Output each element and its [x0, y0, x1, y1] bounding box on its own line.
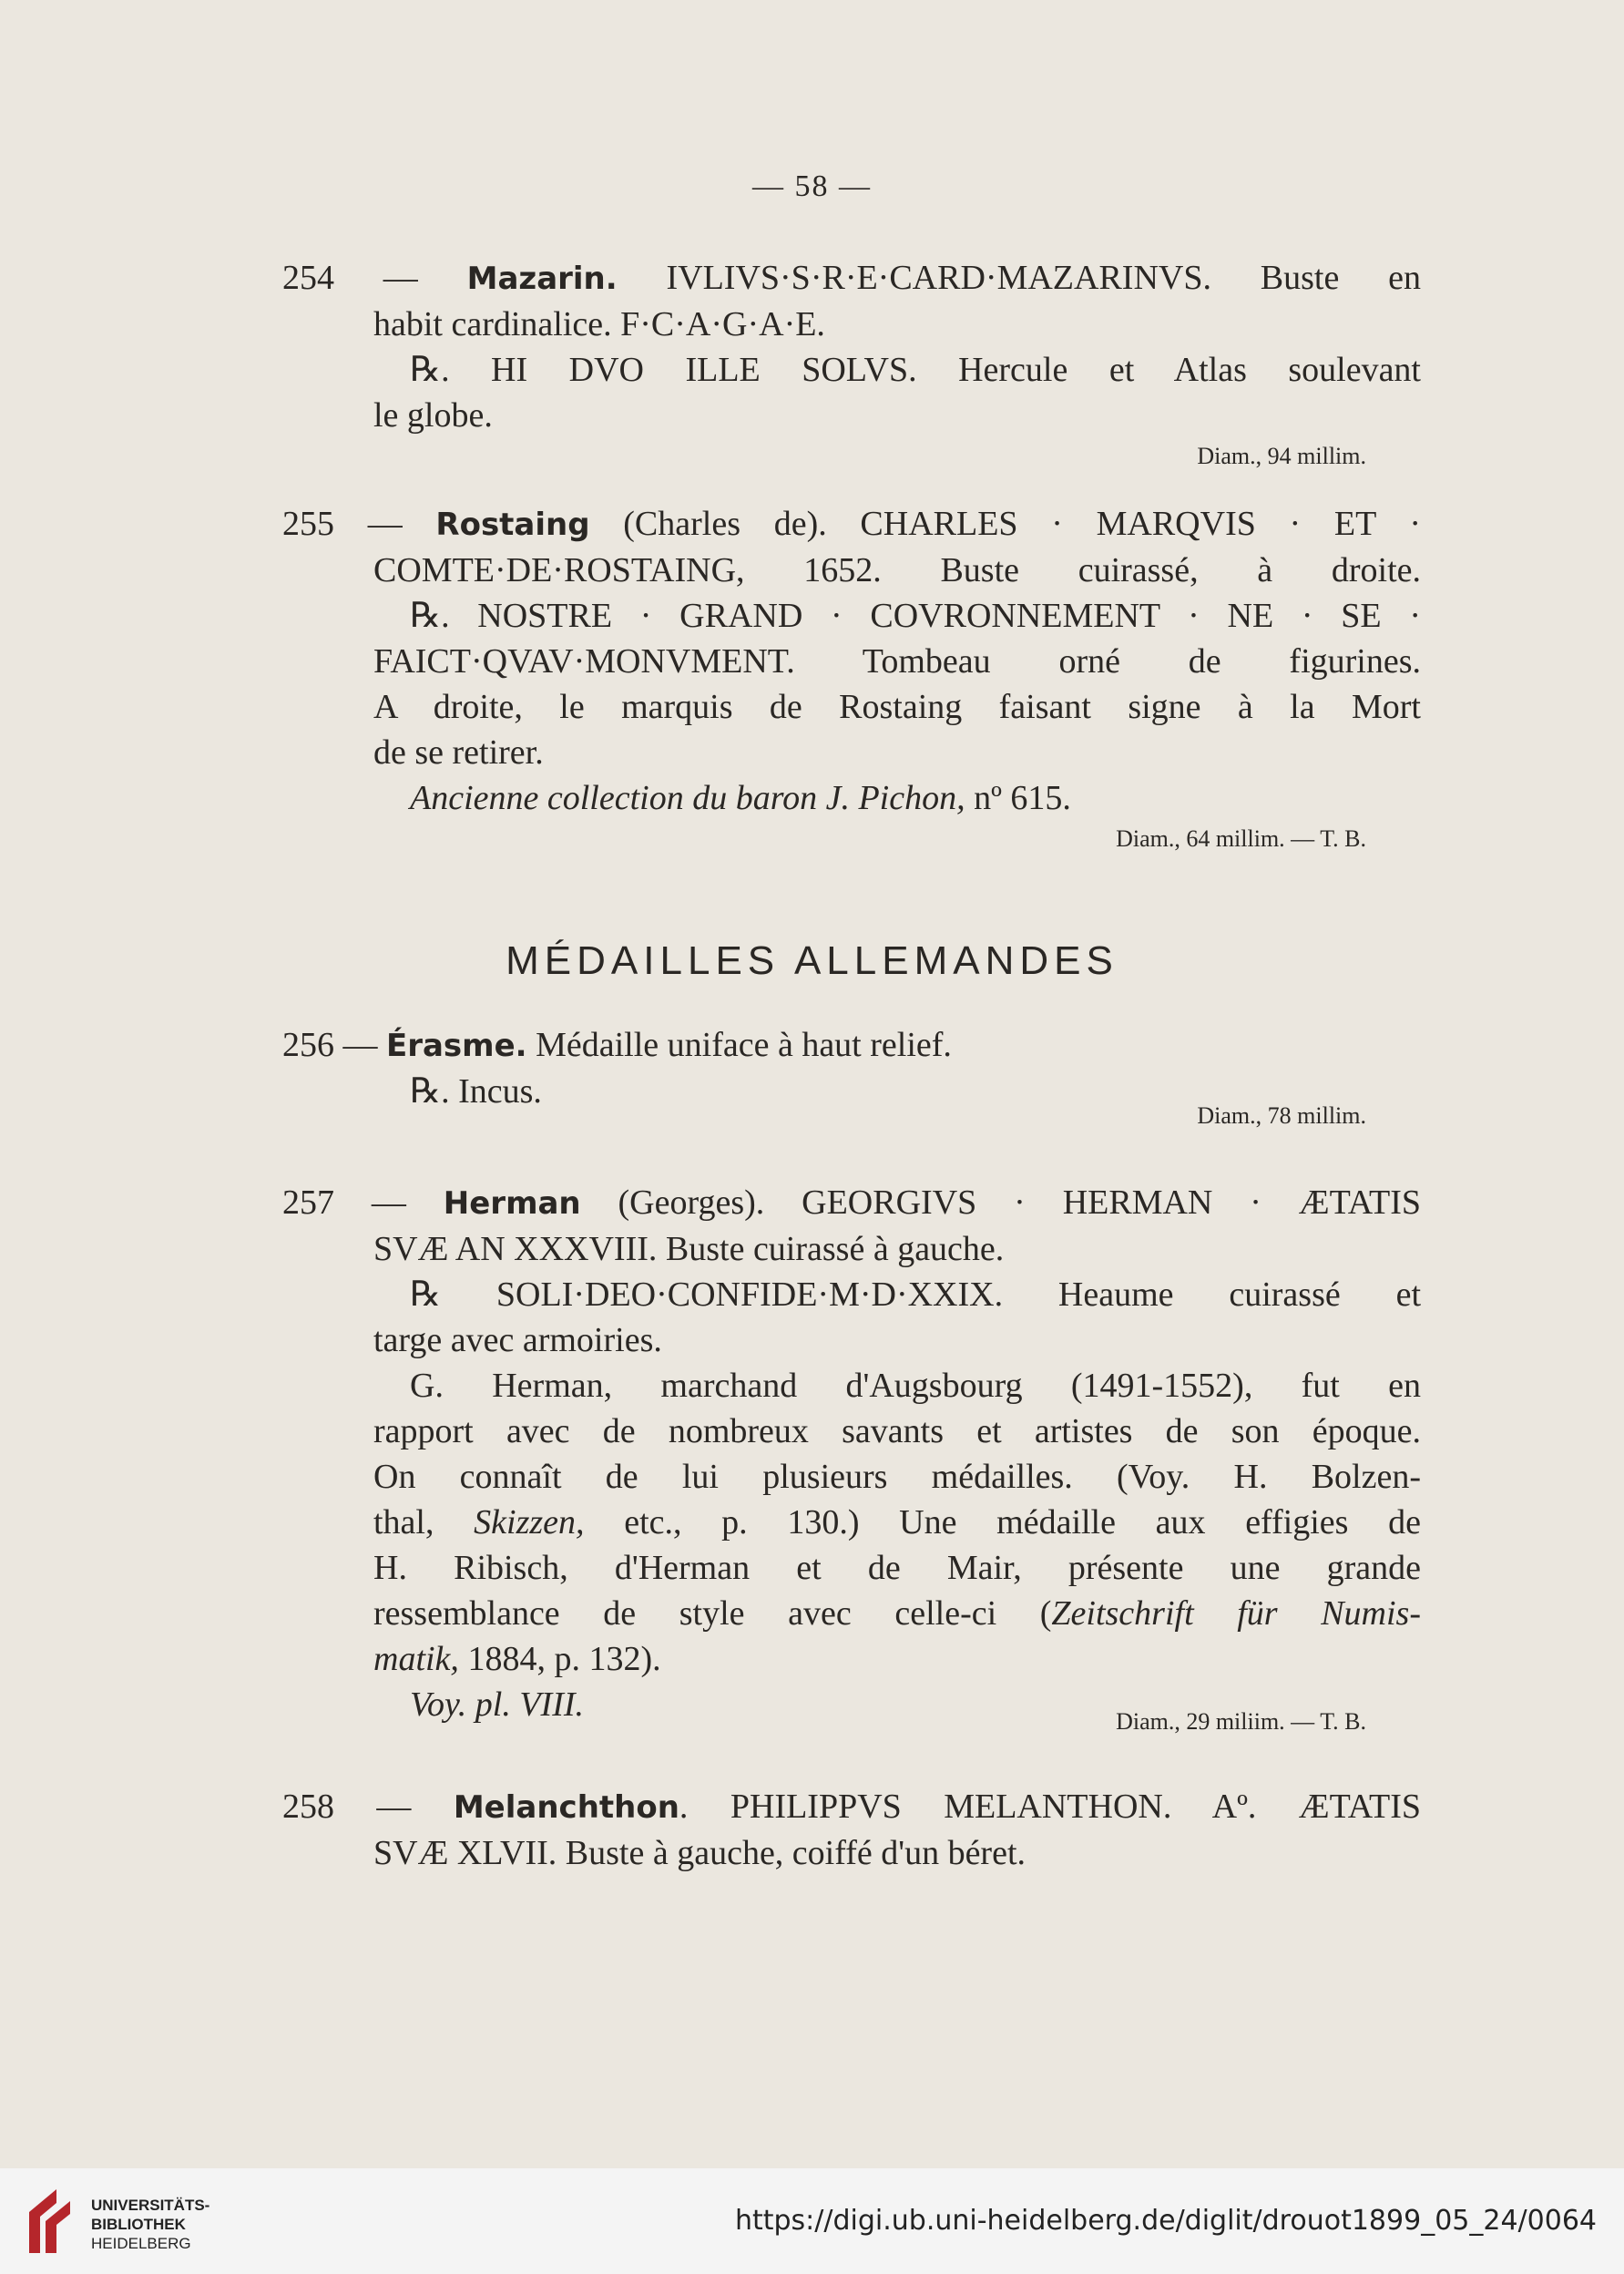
entry-254-line-1: 254 — Mazarin. IVLIVS·S·R·E·CARD·MAZARINVS. Buste en [282, 259, 1422, 297]
entry-257-line-2: SVÆ AN XXXVIII. Buste cuirassé à gauche. [373, 1230, 1005, 1268]
entry-256-line-2: ℞. Incus. [410, 1072, 542, 1111]
entry-254-diameter: Diam., 94 millim. [1197, 443, 1366, 469]
entry-258-line-1: 258 — Melanchthon. PHILIPPVS MELANTHON. Aº. ÆTATIS [282, 1787, 1421, 1826]
library-logo-icon [20, 2185, 84, 2258]
library-name-line: HEIDELBERG [91, 2235, 191, 2252]
entry-255 [282, 501, 1422, 857]
entry-255-diameter: Diam., 64 millim. — T. B. [1116, 825, 1366, 852]
entry-257-line-4: targe avec armoiries. [373, 1321, 662, 1359]
entry-257-line-7: On connaît de lui plusieurs médailles. (Voy. H. Bolzen- [373, 1458, 1421, 1496]
entry-257-line-11 [373, 1636, 1421, 1682]
entry-citation: Ancienne collection du baron J. Pichon, [410, 779, 965, 817]
entry-255-line-7 [373, 775, 1421, 821]
section-heading: MÉDAILLES ALLEMANDES [506, 938, 1118, 983]
entry-255-line-5: A droite, le marquis de Rostaing faisant signe à la Mort [373, 688, 1421, 726]
entry-257-line-10 [373, 1591, 1421, 1636]
entry-257-line-6: rapport avec de nombreux savants et artistes de son époque. [373, 1412, 1421, 1450]
entry-257-line-5: G. Herman, marchand d'Augsbourg (1491-1552), fut en [410, 1367, 1421, 1405]
entry-text: ressemblance de style avec celle-ci ( [373, 1594, 1052, 1633]
entry-name: Rostaing [435, 507, 590, 543]
entry-citation-number: nº 615. [965, 779, 1071, 817]
library-name [91, 2196, 209, 2253]
entry-text: (Charles de). CHARLES · MARQVIS · ET · [589, 505, 1422, 543]
entry-text: etc., p. 130.) Une médaille aux effigies de [584, 1503, 1421, 1542]
entry-255-line-2: COMTE·DE·ROSTAING, 1652. Buste cuirassé, à droite. [373, 551, 1421, 589]
entry-citation: Skizzen, [474, 1503, 585, 1542]
entry-number: 255 [282, 505, 334, 543]
entry-254 [282, 255, 1422, 475]
entry-text: (Georges). GEORGIVS · HERMAN · ÆTATIS [580, 1183, 1421, 1222]
page-number: — 58 — [752, 169, 872, 203]
plate-reference: Voy. pl. VIII. [410, 1685, 585, 1724]
entry-256-line-1: 256 — Érasme. Médaille uniface à haut relief. [282, 1026, 952, 1064]
entry-258 [282, 1784, 1421, 1876]
entry-255-line-3: ℞. NOSTRE · GRAND · COVRONNEMENT · NE · SE · [410, 597, 1421, 635]
library-footer [0, 2168, 1624, 2274]
entry-number: 258 [282, 1787, 334, 1826]
entry-number: 257 [282, 1183, 334, 1222]
entry-256 [282, 1022, 1421, 1134]
entry-text: 1884, p. 132). [458, 1640, 661, 1678]
entry-citation: Zeitschrift für Numis- [1051, 1594, 1421, 1633]
entry-255-line-6: de se retirer. [373, 733, 544, 772]
entry-256-diameter: Diam., 78 millim. [1197, 1102, 1366, 1129]
entry-257-line-3: ℞ SOLI·DEO·CONFIDE·M·D·XXIX. Heaume cuirassé et [410, 1275, 1421, 1314]
entry-257 [282, 1180, 1421, 1740]
document-url-link[interactable]: https://digi.ub.uni-heidelberg.de/diglit/drouot1899_05_24/0064 [734, 2205, 1597, 2237]
entry-text: Médaille uniface à haut relief. [526, 1026, 952, 1064]
entry-254-line-2: habit cardinalice. F·C·A·G·A·E. [373, 305, 825, 343]
entry-255-line-4: FAICT·QVAV·MONVMENT. Tombeau orné de figurines. [373, 642, 1421, 681]
entry-257-line-1: 257 — Herman (Georges). GEORGIVS · HERMAN · ÆTATIS [282, 1183, 1421, 1222]
entry-257-line-8 [373, 1500, 1421, 1545]
entry-257-diameter: Diam., 29 miliim. — T. B. [1116, 1708, 1366, 1735]
library-name-line: UNIVERSITÄTS- [91, 2197, 210, 2214]
entry-257-line-9: H. Ribisch, d'Herman et de Mair, présente une grande [373, 1549, 1421, 1587]
entry-255-line-1: 255 — Rostaing (Charles de). CHARLES · MARQVIS · ET · [282, 505, 1422, 543]
library-name-line: BIBLIOTHEK [91, 2216, 186, 2233]
entry-name: Érasme. [386, 1028, 527, 1064]
entry-254-line-3: ℞. HI DVO ILLE SOLVS. Hercule et Atlas soulevant [410, 351, 1421, 389]
entry-258-line-2: SVÆ XLVII. Buste à gauche, coiffé d'un béret. [373, 1834, 1026, 1872]
entry-name: Melanchthon [453, 1789, 679, 1826]
entry-text: IVLIVS·S·R·E·CARD·MAZARINVS. Buste en [617, 259, 1422, 297]
entry-254-line-4: le globe. [373, 396, 493, 435]
entry-text: . PHILIPPVS MELANTHON. Aº. ÆTATIS [679, 1787, 1421, 1826]
entry-text: thal, [373, 1503, 475, 1542]
entry-number: 254 [282, 259, 334, 297]
entry-name: Mazarin. [466, 261, 618, 297]
entry-citation: matik, [373, 1640, 459, 1678]
entry-name: Herman [443, 1185, 581, 1222]
entry-number: 256 [282, 1026, 334, 1064]
